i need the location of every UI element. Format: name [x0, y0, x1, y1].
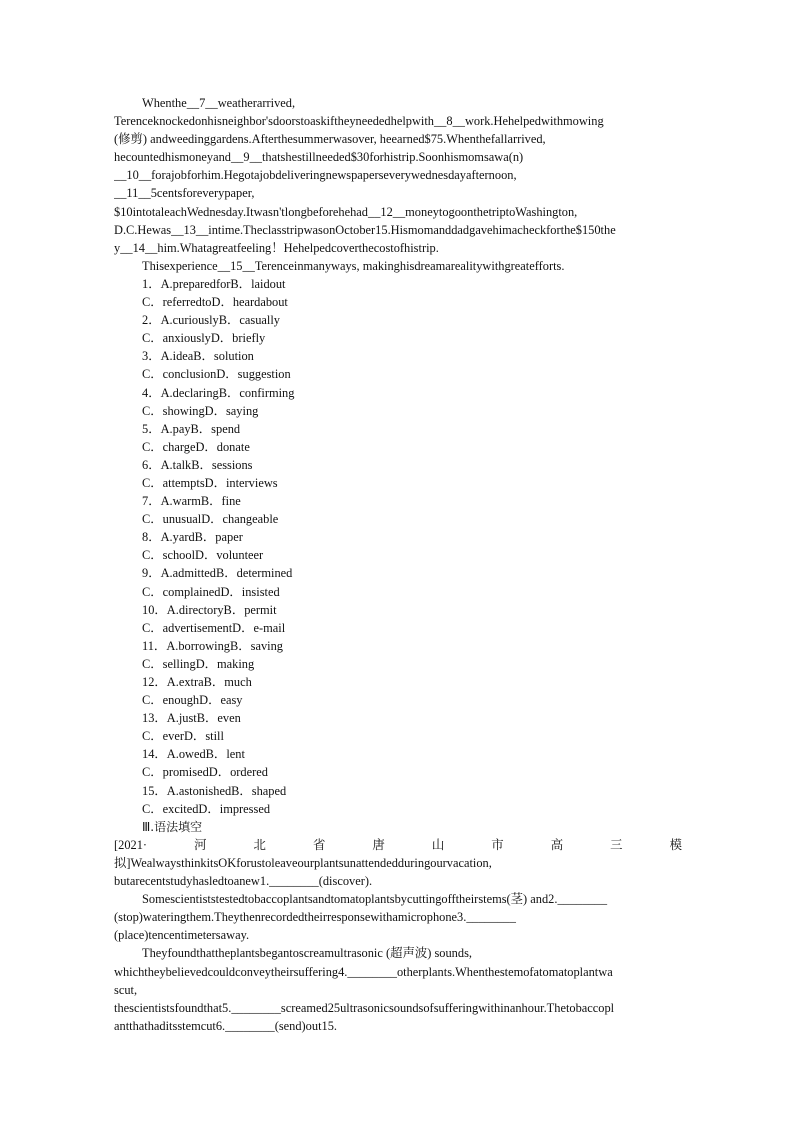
option-line: 11．A.borrowingB．saving	[142, 638, 283, 653]
option-line: C．chargeD．donate	[142, 439, 250, 454]
option-line: C．attemptsD．interviews	[142, 475, 278, 490]
option-line: C．advertisementD．e-mail	[142, 620, 286, 635]
option-line: 5．A.payB．spend	[142, 421, 241, 436]
option-line: C．schoolD．volunteer	[142, 548, 264, 563]
grammar-line-10: antthathaditsstemcut6.________(send)out15.	[114, 1018, 337, 1033]
source-token: 北	[253, 837, 266, 852]
option-line: C．unusualD．changeable	[142, 512, 279, 527]
option-line: 12．A.extraB．much	[142, 675, 252, 689]
source-token: 模	[669, 837, 682, 852]
cloze-passage	[114, 94, 682, 275]
grammar-line-5: (place)tencentimetersaway.	[114, 928, 250, 943]
option-line: C．showingD．saying	[142, 403, 259, 418]
passage-line-8: D.C.Hewas__13__intime.TheclasstripwasonOctober15.Hismomanddadgavehimacheckforthe$150the	[114, 222, 616, 237]
option-line: 14．A.owedB．lent	[142, 747, 245, 762]
grammar-line-4: (stop)wateringthem.Theythenrecordedtheirresponsewithamicrophone3.________	[114, 910, 516, 925]
option-line: C．conclusionD．suggestion	[142, 367, 291, 382]
passage-line-7: $10intotaleachWednesday.Itwasn'tlongbeforehehad__12__moneytogoonthetriptoWashington,	[114, 204, 578, 219]
option-line: 10．A.directoryB．permit	[142, 602, 277, 617]
grammar-line-9: thescientistsfoundthat5.________screamed25ultrasonicsoundsofsufferingwithinanhour.Thetobaccopl	[114, 1000, 615, 1015]
source-token: 河	[194, 837, 207, 852]
grammar-line-2: butarecentstudyhasledtoanew1.________(discover).	[114, 874, 373, 889]
option-line: 3．A.ideaB．solution	[142, 349, 254, 364]
option-line: 15．A.astonishedB．shaped	[142, 783, 287, 798]
source-token: 市	[491, 837, 504, 852]
passage-line-3: (修剪) andweedinggardens.Afterthesummerwasover, heearned$75.Whenthefallarrived,	[114, 132, 546, 147]
passage-line-4: hecountedhismoneyand__9__thatshestillneeded$30forhistrip.Soonhismomsawa(n)	[114, 150, 524, 165]
option-line: C．promisedD．ordered	[142, 765, 268, 780]
option-line: 9．A.admittedB．determined	[142, 566, 293, 581]
passage-line-5: __10__forajobforhim.Hegotajobdeliveringnewspaperseverywednesdayafternoon,	[114, 168, 517, 183]
option-line: 2．A.curiouslyB．casually	[142, 313, 280, 328]
option-line: 7．A.warmB．fine	[142, 494, 241, 509]
option-line: 13．A.justB．even	[142, 711, 241, 726]
option-line: 8．A.yardB．paper	[142, 530, 243, 545]
option-line: 4．A.declaringB．confirming	[142, 385, 295, 400]
section-title: Ⅲ.语法填空	[142, 819, 203, 834]
option-line: C．enoughD．easy	[142, 693, 243, 708]
option-line: C．sellingD．making	[142, 656, 255, 671]
option-line: C．excitedD．impressed	[142, 801, 271, 816]
source-token: [2021·	[114, 837, 148, 852]
option-line: C．anxiouslyD．briefly	[142, 331, 266, 346]
source-line	[114, 836, 682, 854]
option-line: 6．A.talkB．sessions	[142, 457, 253, 472]
source-token: 省	[312, 837, 326, 852]
answer-options	[114, 275, 682, 818]
option-line: C．everD．still	[142, 729, 224, 744]
passage-line-9: y__14__him.Whatagreatfeeling！Hehelpedcoverthecostofhistrip.	[114, 240, 439, 255]
passage-line-2: Terenceknockedonhisneighbor'sdoorstoaskiftheyneededhelpwith__8__work.Hehelpedwithmowing	[114, 114, 604, 129]
option-line: C．referredtoD．heardabout	[142, 295, 288, 310]
grammar-passage	[114, 836, 682, 1035]
grammar-line-6: Theyfoundthattheplantsbegantoscreamultrasonic (超声波) sounds,	[142, 946, 472, 961]
grammar-line-7: whichtheybelievedcouldconveytheirsuffering4.________otherplants.Whenthestemofatomatoplantwa	[114, 964, 613, 979]
source-token: 山	[431, 837, 445, 852]
document-page	[114, 94, 682, 1035]
passage-line-1: Whenthe__7__weatherarrived,	[142, 96, 296, 110]
grammar-line-8: scut,	[114, 982, 138, 997]
option-line: C．complainedD．insisted	[142, 584, 280, 599]
option-line: 1．A.preparedforB．laidout	[142, 276, 286, 291]
grammar-line-1: 拟]WealwaysthinkitsOKforustoleaveourplantsunattendedduringourvacation,	[114, 855, 492, 870]
passage-line-10: Thisexperience__15__Terenceinmanyways, makinghisdreamarealitywithgreatefforts.	[142, 258, 565, 273]
source-token: 唐	[372, 837, 385, 852]
passage-line-6: __11__5centsforeverypaper,	[114, 186, 255, 201]
source-token: 三	[610, 837, 623, 852]
grammar-line-3: Somescientiststestedtobaccoplantsandtomatoplantsbycuttingofftheirstems(茎) and2.________	[142, 892, 608, 907]
source-token: 高	[550, 837, 564, 852]
